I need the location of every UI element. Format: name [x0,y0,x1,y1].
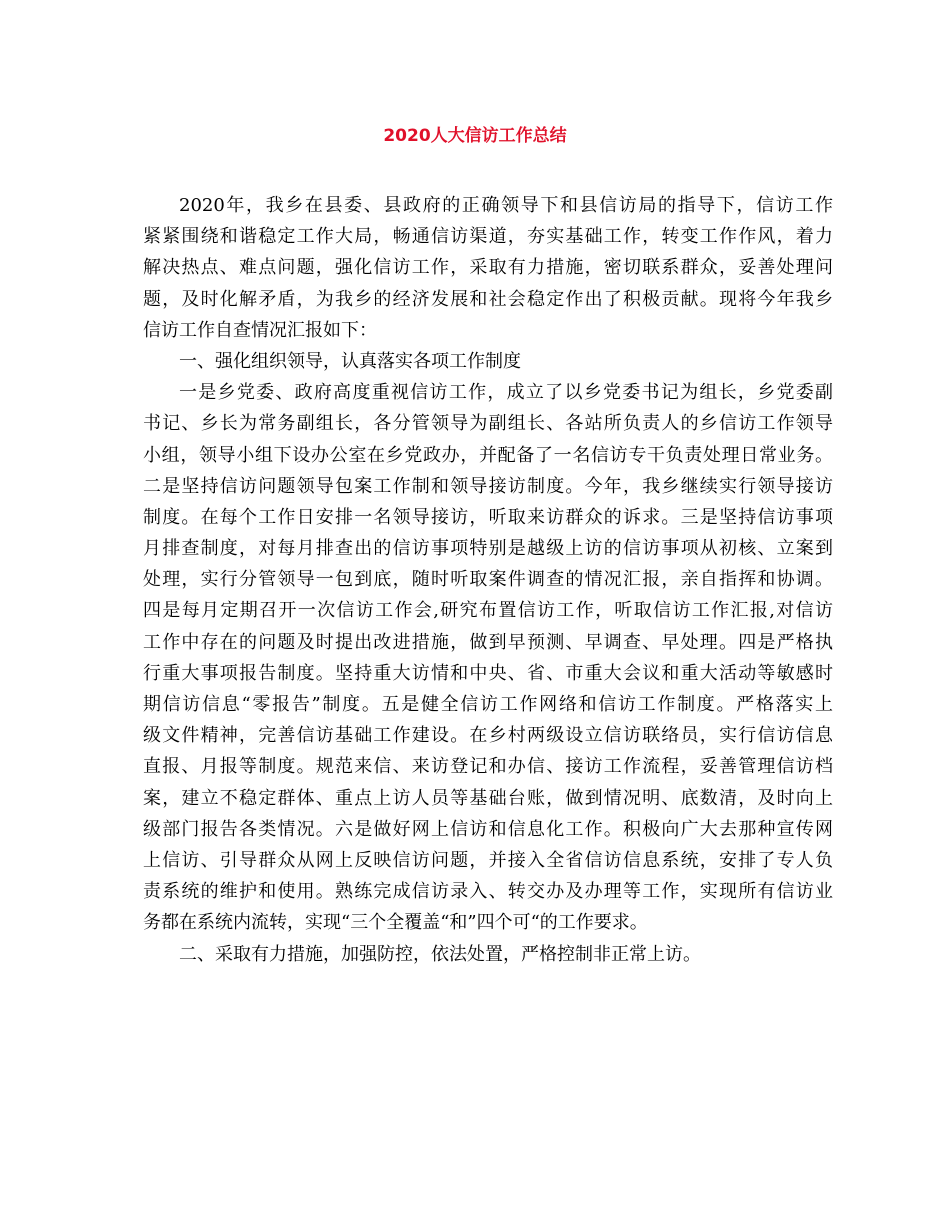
document-body [143,190,833,970]
text-line: 案，建立不稳定群体、重点上访人员等基础台账，做到情况明、底数清，及时向上 [143,787,833,809]
document-title: 2020人大信访工作总结 [383,126,567,146]
text-line: 行重大事项报告制度。坚持重大访情和中央、省、市重大会议和重大活动等敏感时 [143,662,833,684]
text-line: 二是坚持信访问题领导包案工作制和领导接访制度。今年，我乡继续实行领导接访 [143,475,833,497]
text-line: 月排查制度，对每月排查出的信访事项特别是越级上访的信访事项从初核、立案到 [143,538,833,560]
text-line: 制度。在每个工作日安排一名领导接访，听取来访群众的诉求。三是坚持信访事项 [143,506,833,528]
text-line: 级文件精神，完善信访基础工作建设。在乡村两级设立信访联络员，实行信访信息 [143,725,833,747]
text-line: 级部门报告各类情况。六是做好网上信访和信息化工作。积极向广大去那种宣传网 [143,818,833,840]
text-line: 上信访、引导群众从网上反映信访问题，并接入全省信访信息系统，安排了专人负 [143,849,833,871]
text-line: 小组，领导小组下设办公室在乡党政办，并配备了一名信访专干负责处理日常业务。 [143,444,833,466]
text-line: 解决热点、难点问题，强化信访工作，采取有力措施，密切联系群众，妥善处理问 [143,257,833,279]
text-line: 直报、月报等制度。规范来信、来访登记和办信、接访工作流程，妥善管理信访档 [143,756,833,778]
section-heading-1: 一、强化组织领导，认真落实各项工作制度 [179,350,521,372]
text-line: 2020年，我乡在县委、县政府的正确领导下和县信访局的指导下，信访工作 [179,195,833,216]
text-line: 书记、乡长为常务副组长，各分管领导为副组长、各站所负责人的乡信访工作领导 [143,413,833,435]
text-line: 信访工作自查情况汇报如下： [143,319,377,341]
text-line: 一是乡党委、政府高度重视信访工作，成立了以乡党委书记为组长，乡党委副 [179,382,833,404]
text-line: 务都在系统内流转，实现“三个全覆盖“和”四个可“的工作要求。 [143,912,648,934]
text-line: 紧紧围绕和谐稳定工作大局，畅通信访渠道，夯实基础工作，转变工作作风，着力 [143,226,833,248]
section-heading-2: 二、采取有力措施，加强防控，依法处置，严格控制非正常上访。 [179,943,701,965]
text-line: 期信访信息“零报告”制度。五是健全信访工作网络和信访工作制度。严格落实上 [143,694,833,715]
text-line: 四是每月定期召开一次信访工作会,研究布置信访工作，听取信访工作汇报,对信访 [143,600,833,622]
text-line: 题，及时化解矛盾，为我乡的经济发展和社会稳定作出了积极贡献。现将今年我乡 [143,288,833,310]
text-line: 责系统的维护和使用。熟练完成信访录入、转交办及办理等工作，实现所有信访业 [143,881,833,903]
text-line: 工作中存在的问题及时提出改进措施，做到早预测、早调查、早处理。四是严格执 [143,631,833,653]
text-line: 处理，实行分管领导一包到底，随时听取案件调查的情况汇报，亲自指挥和协调。 [143,569,833,591]
